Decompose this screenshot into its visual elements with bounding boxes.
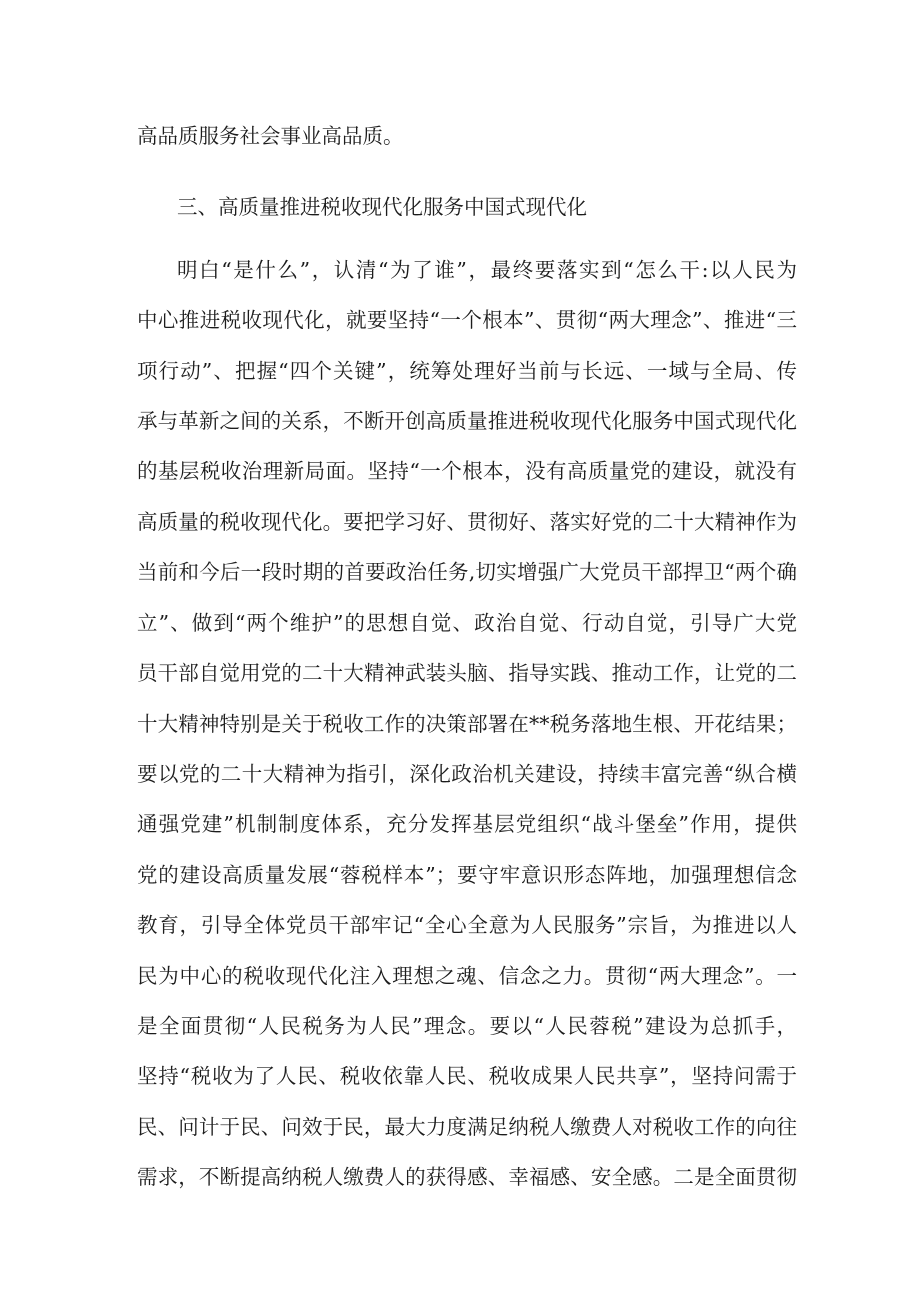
section-heading: 三、高质量推进税收现代化服务中国式现代化 <box>177 195 587 219</box>
paragraph-line: 项行动”、把握“四个关键”，统筹处理好当前与长远、一域与全局、传 <box>137 359 797 383</box>
paragraph-line: 坚持“税收为了人民、税收依靠人民、税收成果人民共享”，坚持问需于 <box>137 1064 797 1088</box>
continuation-line: 高品质服务社会事业高品质。 <box>137 124 404 148</box>
paragraph-line: 明白“是什么”，认清“为了谁”，最终要落实到“怎么干:以人民为 <box>177 258 797 282</box>
paragraph-line: 要以党的二十大精神为指引，深化政治机关建设，持续丰富完善“纵合横 <box>137 762 797 786</box>
paragraph-line: 需求，不断提高纳税人缴费人的获得感、幸福感、安全感。二是全面贯彻 <box>137 1165 797 1189</box>
paragraph-line: 承与革新之间的关系，不断开创高质量推进税收现代化服务中国式现代化 <box>137 409 797 433</box>
paragraph-line: 高质量的税收现代化。要把学习好、贯彻好、落实好党的二十大精神作为 <box>137 510 797 534</box>
paragraph-line: 立”、做到“两个维护”的思想自觉、政治自觉、行动自觉，引导广大党 <box>137 611 797 635</box>
paragraph-line: 十大精神特别是关于税收工作的决策部署在**税务落地生根、开花结果； <box>137 712 797 736</box>
paragraph-line: 中心推进税收现代化，就要坚持“一个根本”、贯彻“两大理念”、推进“三 <box>137 308 797 332</box>
paragraph-line: 民为中心的税收现代化注入理想之魂、信念之力。贯彻“两大理念”。一 <box>137 964 797 988</box>
paragraph-line: 的基层税收治理新局面。坚持“一个根本，没有高质量党的建设，就没有 <box>137 459 797 483</box>
paragraph-line: 民、问计于民、问效于民，最大力度满足纳税人缴费人对税收工作的向往 <box>137 1115 797 1139</box>
paragraph-line: 通强党建”机制制度体系，充分发挥基层党组织“战斗堡垒”作用，提供 <box>137 812 797 836</box>
paragraph-line: 员干部自觉用党的二十大精神武装头脑、指导实践、推动工作，让党的二 <box>137 661 797 685</box>
paragraph-line: 是全面贯彻“人民税务为人民”理念。要以“人民蓉税”建设为总抓手， <box>137 1014 797 1038</box>
paragraph-line: 党的建设高质量发展“蓉税样本”；要守牢意识形态阵地，加强理想信念 <box>137 863 797 887</box>
paragraph-line: 当前和今后一段时期的首要政治任务,切实增强广大党员干部捍卫“两个确 <box>137 560 797 584</box>
paragraph-line: 教育，引导全体党员干部牢记“全心全意为人民服务”宗旨，为推进以人 <box>137 913 797 937</box>
